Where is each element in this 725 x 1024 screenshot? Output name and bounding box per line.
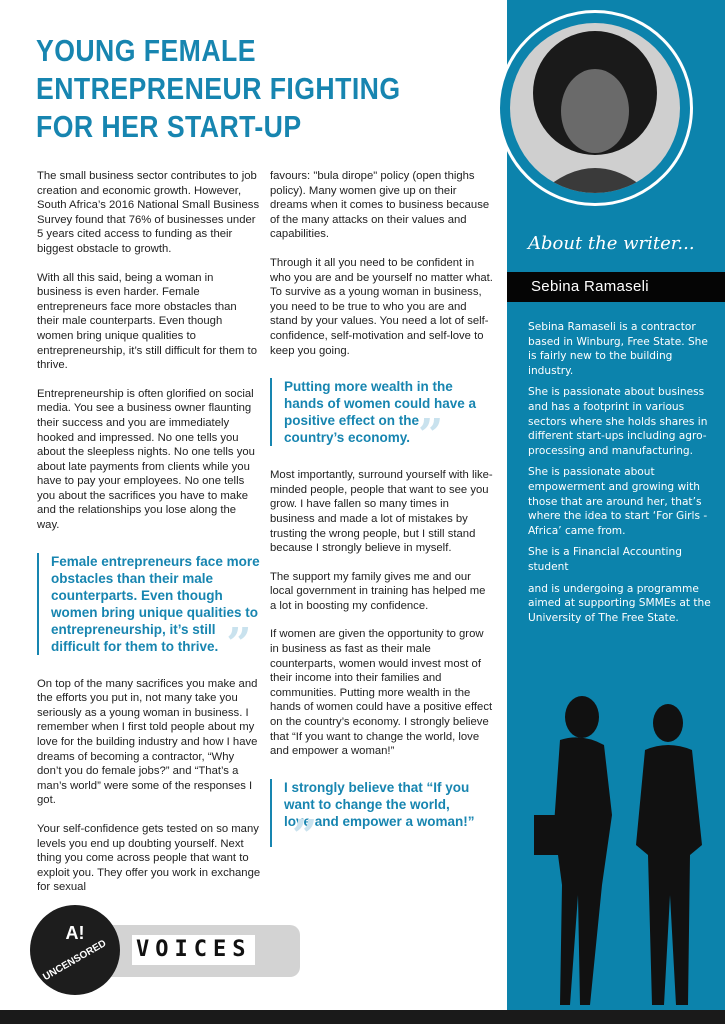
businesswomen-silhouette-icon	[530, 695, 720, 1010]
paragraph: Most importantly, surround yourself with like-minded people, people that want to see you grow. I have fallen so many times in business and made a lot of mistakes by trusting the wrong people, but I still stand because I strongly believe in myself.	[270, 469, 493, 555]
about-writer-heading: About the writer...	[528, 233, 695, 254]
author-bio	[528, 320, 716, 632]
pull-quote-text: Putting more wealth in the hands of women could have a positive effect on the country’s economy.	[284, 379, 477, 446]
bio-paragraph: She is passionate about business and has a footprint in various sectors where she holds shares in different start-ups including agro-processing and manufacturing.	[528, 386, 708, 457]
paragraph: favours: "bula dirope" policy (open thighs policy). Many women give up on their dreams when it comes to business because of the many attacks on their values and capabilities.	[270, 170, 490, 241]
bio-paragraph: She is passionate about empowerment and growing with those that are around her, that’s where the idea to start ‘For Girls - Africa’ came from.	[528, 466, 708, 537]
uncensored-badge	[30, 905, 120, 995]
author-photo	[510, 23, 680, 193]
article-title: YOUNG FEMALE ENTREPRENEUR FIGHTING FOR HER START-UP	[36, 33, 401, 144]
pull-quote-text: I strongly believe that “If you want to change the world, love and empower a woman!”	[284, 779, 475, 829]
bio-paragraph: Sebina Ramaseli is a contractor based in Winburg, Free State. She is fairly new to the building industry.	[528, 321, 708, 377]
column-2	[270, 169, 494, 869]
column-1	[37, 169, 261, 909]
quote-mark-icon: ”	[292, 810, 318, 862]
pull-quote	[270, 779, 480, 862]
paragraph: Through it all you need to be confident in who you are and be yourself no matter what. To survive as a young woman in business, you need to be true to who you are and stand by your values. You need a lot of self-confidence, self-motivation and self-love to keep you going.	[270, 256, 493, 357]
paragraph: On top of the many sacrifices you make and the efforts you put in, not many take you seriously as a young woman in business. I remember when I first told people about my love for the building industry and how I have dreams of becoming a contractor, “Why don’t you do female jobs?” and “That’s a man’s world” were some of the responses I got.	[37, 677, 258, 807]
paragraph: If women are given the opportunity to grow in business as fast as their male counterparts, women would invest most of their income into their families and communities. Putting more wealth in the hands of women could have a positive effect on the country’s economy. I strongly believe that “If you want to change the world, love and empower a woman!”	[270, 628, 493, 758]
paragraph: Entrepreneurship is often glorified on social media. You see a business owner flaunting their success and you are immediately hooked and impressed. No one tells you about the sleepless nights. No one tells you about late payments from clients while you have to pay your employees. No one tells you about the sacrifices you have to make and the relationships you lose along the way.	[37, 387, 255, 532]
paragraph: With all this said, being a woman in business is even harder. Female entrepreneurs face more obstacles than their male counterparts. Even though women bring unique qualities to entrepreneurship, it’s still difficult for them to thrive.	[37, 271, 257, 372]
paragraph: Your self-confidence gets tested on so many levels you end up doubting yourself. Next thing you come across people that want to exploit you. They offer you work in exchange for sexual	[37, 823, 261, 894]
pull-quote-text: Female entrepreneurs face more obstacles than their male counterparts. Even though women bring unique qualities to entrepreneurship, it’s still difficult for them to thrive.	[51, 553, 260, 654]
pull-quote	[270, 378, 480, 462]
paragraph: The small business sector contributes to job creation and economic growth. However, South Africa’s 2016 National Small Business Survey found that 76% of businesses under 5 years cited access to funding as their biggest obstacle to growth.	[37, 170, 260, 255]
badge-megaphone-text: A!	[65, 923, 85, 943]
bio-paragraph: and is undergoing a programme aimed at supporting SMMEs at the University of The Free State.	[528, 582, 711, 624]
voices-wordmark: VOICES	[132, 935, 255, 965]
author-name: Sebina Ramaseli	[507, 272, 725, 302]
quote-mark-icon: ”	[418, 410, 444, 462]
voices-uncensored-logo	[30, 905, 300, 995]
quote-mark-icon: ”	[226, 618, 252, 670]
bottom-bar	[0, 1010, 725, 1024]
bio-paragraph: She is a Financial Accounting student	[528, 546, 682, 573]
badge-text: UNCENSORED	[41, 938, 109, 984]
paragraph: The support my family gives me and our local government in training has helped me a lot in boosting my confidence.	[270, 570, 486, 612]
pull-quote	[37, 553, 261, 670]
author-photo-frame	[497, 10, 693, 206]
